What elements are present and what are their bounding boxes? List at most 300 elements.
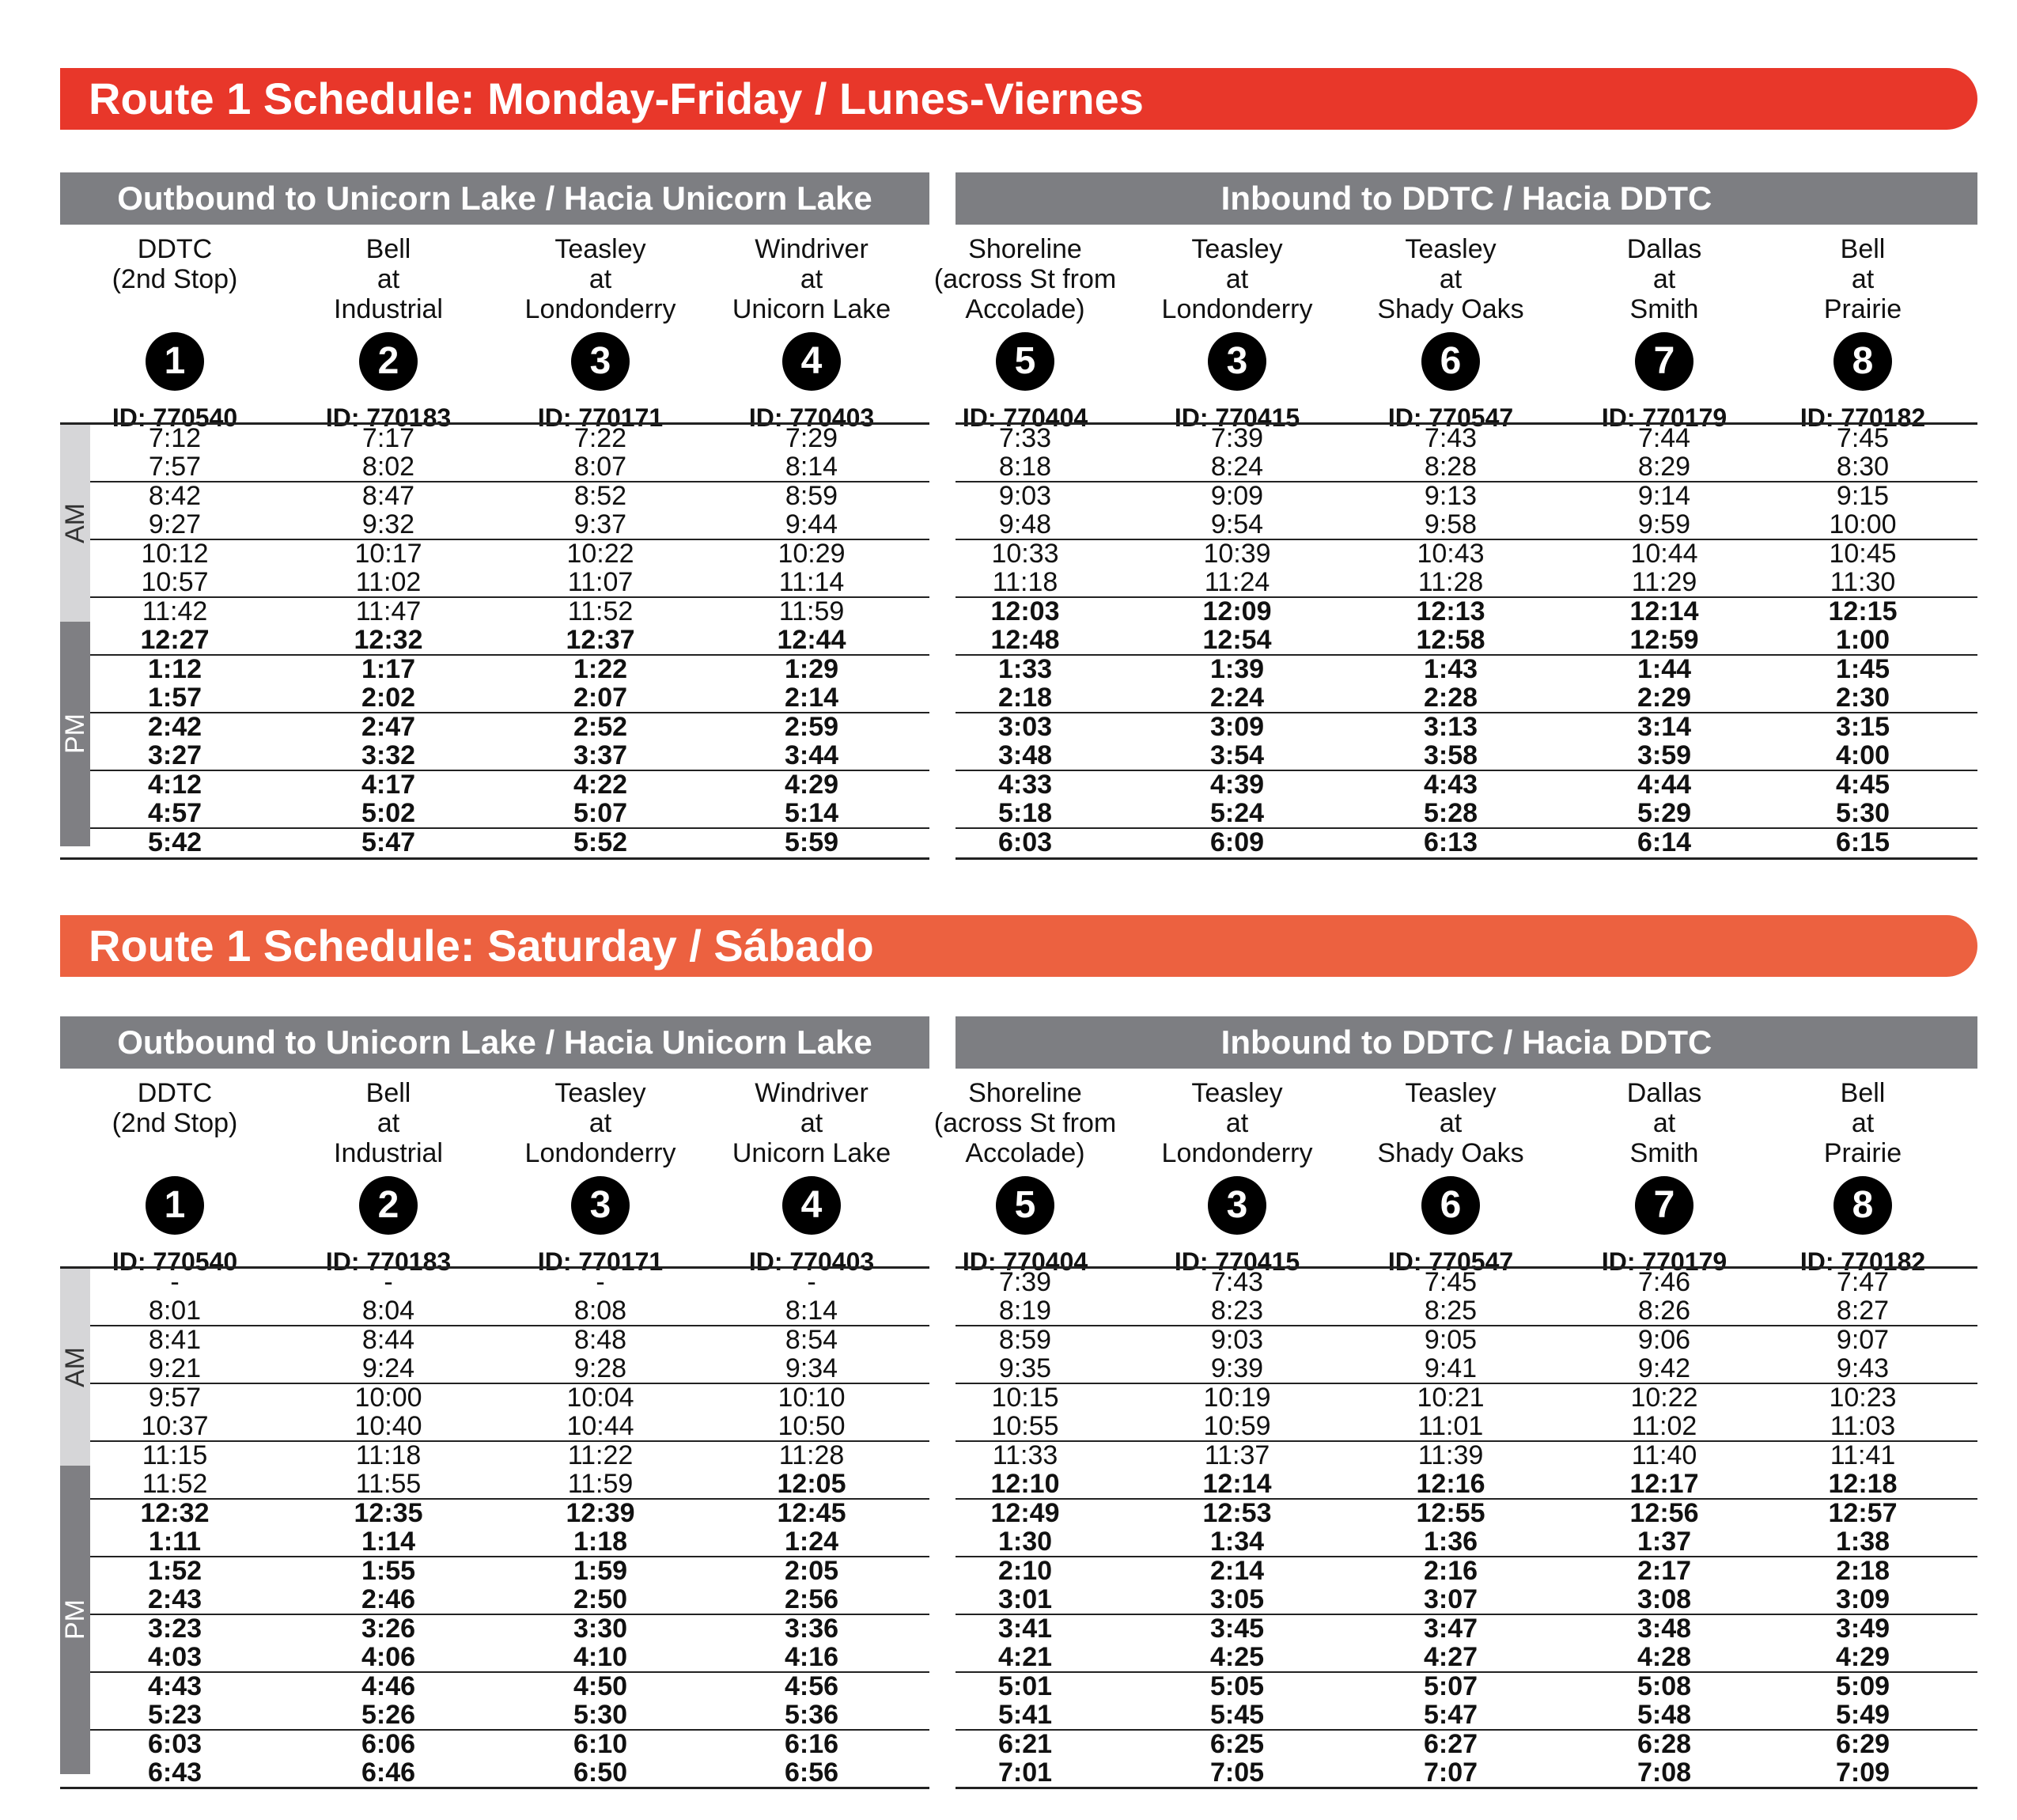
time-cell: 12:14 — [1202, 1468, 1272, 1499]
stop-number-badge: 6 — [1421, 332, 1480, 391]
stop-column — [72, 225, 278, 432]
outbound-header-text: Outbound to Unicorn Lake / Hacia Unicorn Lake — [117, 1024, 872, 1061]
table-row — [60, 1355, 929, 1385]
time-cell: 12:59 — [1629, 624, 1699, 655]
time-cell: 5:07 — [1423, 1671, 1478, 1701]
time-cell: 9:03 — [1210, 1325, 1264, 1355]
time-cell: 11:15 — [142, 1440, 208, 1470]
time-cell: 7:43 — [1424, 423, 1478, 453]
time-cell: 9:37 — [573, 509, 627, 539]
time-cell: 12:39 — [566, 1498, 635, 1528]
time-cell: 1:37 — [1637, 1526, 1692, 1557]
time-cell: 12:54 — [1202, 624, 1272, 655]
stop-number-badge: 6 — [1421, 1176, 1480, 1235]
inbound-header-text: Inbound to DDTC / Hacia DDTC — [1220, 1024, 1712, 1061]
time-cell: 9:07 — [1836, 1325, 1890, 1355]
time-cell: 12:03 — [990, 596, 1060, 626]
time-cell: 8:02 — [361, 451, 415, 482]
time-cell: 12:32 — [140, 1498, 210, 1528]
time-cell: 4:29 — [1835, 1641, 1890, 1672]
time-cell: 10:50 — [778, 1410, 846, 1441]
time-cell: 7:47 — [1836, 1267, 1890, 1297]
time-cell: 1:38 — [1835, 1526, 1890, 1557]
table-row — [60, 1759, 929, 1788]
time-cell: 10:55 — [991, 1410, 1059, 1441]
stop-number-badge: 3 — [1208, 332, 1266, 391]
time-cell: 12:57 — [1828, 1498, 1898, 1528]
time-cell: 7:07 — [1423, 1757, 1478, 1788]
time-cell: 11:22 — [567, 1440, 634, 1470]
outbound-time-rows — [60, 1266, 929, 1789]
stop-column — [286, 225, 491, 432]
time-cell: 10:00 — [354, 1383, 422, 1413]
time-cell: 10:45 — [1829, 539, 1897, 569]
stop-name — [1134, 225, 1340, 324]
table-row — [956, 1557, 1977, 1586]
table-row — [956, 1269, 1977, 1297]
time-cell: 9:39 — [1210, 1353, 1264, 1383]
time-cell: 4:06 — [361, 1641, 416, 1672]
stop-column — [922, 1069, 1128, 1276]
time-cell: 10:33 — [991, 539, 1059, 569]
table-row — [60, 482, 929, 511]
stop-name-line: at — [1851, 1108, 1875, 1138]
time-cell: 12:10 — [990, 1468, 1060, 1499]
time-cell: 12:14 — [1629, 596, 1699, 626]
stop-name-line: at — [1851, 264, 1875, 294]
time-cell: 1:34 — [1209, 1526, 1265, 1557]
time-cell: 4:22 — [573, 770, 628, 800]
time-cell: 8:44 — [361, 1325, 415, 1355]
time-cell: 3:44 — [784, 740, 839, 770]
time-cell: 11:14 — [778, 566, 845, 597]
time-cell: 5:30 — [1835, 797, 1890, 828]
time-cell: 4:45 — [1835, 770, 1890, 800]
table-row — [956, 598, 1977, 626]
stop-name-line: Teasley — [554, 234, 646, 264]
stop-column — [1134, 1069, 1340, 1276]
time-cell: 6:06 — [361, 1729, 416, 1759]
stop-name-line: at — [1439, 264, 1463, 294]
table-row — [956, 1442, 1977, 1470]
stop-name-line: Teasley — [1191, 234, 1283, 264]
time-cell: 8:59 — [785, 481, 838, 511]
table-row — [956, 482, 1977, 511]
time-cell: 11:18 — [992, 566, 1058, 597]
time-cell: 3:49 — [1835, 1614, 1890, 1644]
time-cell: 1:57 — [147, 682, 202, 713]
time-cell: 3:41 — [997, 1614, 1053, 1644]
time-cell: 10:04 — [566, 1383, 634, 1413]
table-row — [60, 511, 929, 541]
time-cell: 2:05 — [784, 1556, 839, 1586]
time-cell: 4:33 — [997, 770, 1053, 800]
table-row — [60, 1615, 929, 1644]
time-cell: 1:17 — [361, 654, 416, 684]
time-cell: 11:28 — [778, 1440, 845, 1470]
stop-name-line: Shoreline — [968, 234, 1082, 264]
stop-name-line: at — [1225, 1108, 1249, 1138]
time-cell: 2:14 — [1209, 1556, 1265, 1586]
stop-name-line: Teasley — [1405, 234, 1497, 264]
time-cell: 4:16 — [784, 1641, 839, 1672]
time-cell: 12:15 — [1828, 596, 1898, 626]
time-cell: 12:35 — [354, 1498, 423, 1528]
inbound-header-text: Inbound to DDTC / Hacia DDTC — [1220, 180, 1712, 217]
time-cell: 8:23 — [1210, 1295, 1264, 1326]
time-cell: 1:43 — [1423, 654, 1478, 684]
stop-id: ID: 770183 — [325, 403, 452, 432]
time-cell: 2:59 — [784, 712, 839, 742]
time-cell: 5:26 — [361, 1699, 416, 1730]
time-cell: 2:56 — [784, 1584, 839, 1614]
time-cell: 11:52 — [142, 1468, 208, 1499]
stop-name-line: (across St from — [933, 264, 1117, 294]
table-row — [60, 829, 929, 857]
time-cell: 11:47 — [355, 596, 422, 626]
stop-name-line: Prairie — [1823, 1138, 1902, 1168]
time-cell: 1:36 — [1423, 1526, 1478, 1557]
stop-name-line: Shady Oaks — [1377, 1138, 1524, 1168]
time-cell: 12:09 — [1202, 596, 1272, 626]
stop-name-line: at — [1652, 264, 1676, 294]
time-cell: 5:49 — [1835, 1699, 1890, 1730]
table-row — [956, 713, 1977, 742]
time-cell: 2:50 — [573, 1584, 628, 1614]
table-row — [60, 1641, 929, 1674]
time-cell: 9:58 — [1424, 509, 1478, 539]
time-cell: 11:37 — [1204, 1440, 1270, 1470]
time-cell: 10:29 — [778, 539, 846, 569]
table-row — [956, 566, 1977, 599]
time-cell: 4:29 — [784, 770, 839, 800]
stop-column — [72, 1069, 278, 1276]
time-cell: 9:24 — [361, 1353, 415, 1383]
time-cell: 10:10 — [778, 1383, 846, 1413]
time-cell: 7:45 — [1424, 1267, 1478, 1297]
time-cell: 8:52 — [573, 481, 627, 511]
time-cell: 3:01 — [997, 1584, 1053, 1614]
time-cell: 5:47 — [361, 827, 416, 857]
time-cell: 4:43 — [147, 1671, 202, 1701]
time-cell: 10:22 — [1630, 1383, 1698, 1413]
time-cell: 3:07 — [1423, 1584, 1478, 1614]
time-cell: 6:03 — [997, 827, 1053, 857]
outbound-header — [60, 172, 929, 225]
table-row — [956, 1759, 1977, 1788]
table-row — [956, 1528, 1977, 1558]
table-row — [60, 713, 929, 742]
time-cell: - — [170, 1267, 180, 1297]
stop-number-badge: 3 — [571, 332, 630, 391]
table-row — [956, 1731, 1977, 1759]
time-cell: 6:27 — [1423, 1729, 1478, 1759]
stop-number-badge: 7 — [1635, 332, 1693, 391]
time-cell: 5:29 — [1637, 797, 1692, 828]
time-cell: 2:16 — [1423, 1556, 1478, 1586]
time-cell: 2:17 — [1637, 1556, 1692, 1586]
stop-id: ID: 770403 — [748, 403, 875, 432]
time-cell: 4:17 — [361, 770, 416, 800]
stop-name-line: Londonderry — [524, 1138, 676, 1168]
time-cell: 9:14 — [1637, 481, 1691, 511]
table-row — [956, 684, 1977, 714]
stop-number-badge: 3 — [571, 1176, 630, 1235]
stop-id: ID: 770179 — [1601, 403, 1728, 432]
time-cell: 4:27 — [1423, 1641, 1478, 1672]
time-cell: 4:39 — [1209, 770, 1265, 800]
table-row — [956, 829, 1977, 857]
table-row — [60, 1500, 929, 1528]
time-cell: 10:12 — [141, 539, 209, 569]
time-cell: 10:59 — [1203, 1410, 1271, 1441]
time-cell: 2:29 — [1637, 682, 1692, 713]
table-row — [60, 566, 929, 599]
stop-number-badge: 1 — [146, 1176, 204, 1235]
time-cell: 6:56 — [784, 1757, 839, 1788]
time-cell: 10:00 — [1829, 509, 1897, 539]
time-cell: 7:57 — [148, 451, 202, 482]
stop-name-line: Unicorn Lake — [732, 1138, 891, 1168]
stop-column — [498, 1069, 703, 1276]
time-cell: 4:56 — [784, 1671, 839, 1701]
time-cell: 10:40 — [354, 1410, 422, 1441]
time-cell: 8:14 — [785, 451, 838, 482]
time-cell: 7:43 — [1210, 1267, 1264, 1297]
inbound-stops — [933, 225, 1977, 432]
table-row — [60, 1557, 929, 1586]
stop-name-line: Accolade) — [965, 294, 1085, 324]
time-cell: 12:44 — [777, 624, 846, 655]
time-cell: 5:07 — [573, 797, 628, 828]
table-row — [60, 1297, 929, 1327]
time-cell: 12:37 — [566, 624, 635, 655]
time-cell: 2:30 — [1835, 682, 1890, 713]
stop-column — [1760, 1069, 1966, 1276]
time-cell: 1:39 — [1209, 654, 1265, 684]
pm-band — [60, 1466, 90, 1775]
time-cell: 1:18 — [573, 1526, 628, 1557]
inbound-time-rows — [956, 422, 1977, 860]
time-cell: 10:57 — [141, 566, 209, 597]
stop-name-line: Bell — [1840, 234, 1886, 264]
time-cell: 1:11 — [148, 1526, 202, 1557]
stop-name-line: Prairie — [1823, 294, 1902, 324]
stop-name-line: Dallas — [1626, 1078, 1702, 1108]
stop-name-line: DDTC — [137, 1078, 213, 1108]
time-cell: 9:09 — [1210, 481, 1264, 511]
time-cell: 4:28 — [1637, 1641, 1692, 1672]
table-row — [956, 453, 1977, 483]
stop-id: ID: 770540 — [112, 403, 238, 432]
time-cell: 4:57 — [147, 797, 202, 828]
time-cell: 7:33 — [998, 423, 1052, 453]
time-cell: - — [807, 1267, 816, 1297]
stop-name-line: Dallas — [1626, 234, 1702, 264]
time-cell: 4:10 — [573, 1641, 628, 1672]
time-cell: 1:59 — [573, 1556, 628, 1586]
time-cell: 5:41 — [997, 1699, 1053, 1730]
time-cell: 3:58 — [1423, 740, 1478, 770]
time-cell: 7:09 — [1835, 1757, 1890, 1788]
time-cell: 1:52 — [147, 1556, 202, 1586]
time-cell: 7:45 — [1836, 423, 1890, 453]
stop-name-line: (across St from — [933, 1108, 1117, 1138]
time-cell: 9:44 — [785, 509, 838, 539]
table-row — [60, 1384, 929, 1413]
stop-name-line: Smith — [1629, 294, 1699, 324]
table-row — [60, 453, 929, 483]
table-row — [956, 540, 1977, 569]
stop-name — [922, 225, 1128, 324]
stop-name-line: at — [1439, 1108, 1463, 1138]
time-cell: 1:24 — [784, 1526, 839, 1557]
stop-name-line: at — [588, 1108, 612, 1138]
stop-id: ID: 770547 — [1387, 403, 1514, 432]
time-cell: 3:26 — [361, 1614, 416, 1644]
time-cell: 3:05 — [1209, 1584, 1265, 1614]
time-cell: 12:17 — [1629, 1468, 1699, 1499]
table-row — [956, 511, 1977, 541]
stop-name-line: Bell — [1840, 1078, 1886, 1108]
time-cell: 5:30 — [573, 1699, 628, 1730]
stop-name-line: at — [1652, 1108, 1676, 1138]
table-row — [60, 425, 929, 453]
time-cell: 8:19 — [998, 1295, 1052, 1326]
time-cell: 8:30 — [1836, 451, 1890, 482]
stop-number-badge: 1 — [146, 332, 204, 391]
time-cell: 6:13 — [1423, 827, 1478, 857]
time-cell: 11:24 — [1204, 566, 1270, 597]
stop-number-badge: 5 — [996, 1176, 1054, 1235]
time-cell: 5:18 — [997, 797, 1053, 828]
table-row — [956, 1500, 1977, 1528]
stop-name — [498, 225, 703, 324]
stop-id: ID: 770547 — [1387, 1247, 1514, 1276]
stop-name — [498, 1069, 703, 1168]
stop-column — [1760, 225, 1966, 432]
time-cell: 4:21 — [997, 1641, 1053, 1672]
time-cell: 11:41 — [1830, 1440, 1896, 1470]
table-row — [60, 1731, 929, 1759]
stop-id: ID: 770171 — [537, 1247, 664, 1276]
time-cell: 9:57 — [148, 1383, 202, 1413]
time-cell: 2:28 — [1423, 682, 1478, 713]
time-cell: 4:44 — [1637, 770, 1692, 800]
inbound-time-rows — [956, 1266, 1977, 1789]
stop-number-badge: 3 — [1208, 1176, 1266, 1235]
table-row — [956, 1641, 1977, 1674]
time-cell: 2:46 — [361, 1584, 416, 1614]
table-row — [60, 797, 929, 830]
table-row — [956, 1297, 1977, 1327]
time-cell: 9:41 — [1424, 1353, 1478, 1383]
table-row — [956, 1326, 1977, 1355]
time-cell: 12:55 — [1416, 1498, 1485, 1528]
time-cell: 7:05 — [1209, 1757, 1265, 1788]
stop-name-line: Bell — [365, 234, 411, 264]
time-cell: 10:23 — [1829, 1383, 1897, 1413]
time-cell: 5:47 — [1423, 1699, 1478, 1730]
time-cell: 5:52 — [573, 827, 628, 857]
time-cell: 8:01 — [148, 1295, 202, 1326]
time-cell: 10:15 — [991, 1383, 1059, 1413]
time-cell: 11:18 — [355, 1440, 422, 1470]
stop-name — [72, 1069, 278, 1168]
time-cell: 7:44 — [1637, 423, 1691, 453]
stop-name — [286, 1069, 491, 1168]
table-row — [60, 742, 929, 772]
time-cell: 8:27 — [1836, 1295, 1890, 1326]
stop-name-line: Bell — [365, 1078, 411, 1108]
stop-column — [1561, 1069, 1767, 1276]
inbound-header — [956, 1016, 1977, 1069]
time-cell: 4:46 — [361, 1671, 416, 1701]
time-cell: 6:50 — [573, 1757, 628, 1788]
time-cell: 5:28 — [1423, 797, 1478, 828]
table-row — [60, 1470, 929, 1500]
stop-id: ID: 770182 — [1799, 403, 1926, 432]
stop-name-line: Teasley — [554, 1078, 646, 1108]
stop-name-line: Shoreline — [968, 1078, 1082, 1108]
time-cell: 3:37 — [573, 740, 628, 770]
time-cell: 11:59 — [778, 596, 845, 626]
stop-id: ID: 770182 — [1799, 1247, 1926, 1276]
table-row — [956, 1384, 1977, 1413]
time-cell: 5:23 — [147, 1699, 202, 1730]
time-cell: 10:43 — [1417, 539, 1485, 569]
time-cell: 8:24 — [1210, 451, 1264, 482]
time-cell: 9:59 — [1637, 509, 1691, 539]
am-label: AM — [59, 1346, 90, 1387]
time-cell: 8:41 — [148, 1325, 202, 1355]
time-cell: 6:29 — [1835, 1729, 1890, 1759]
am-label: AM — [59, 502, 90, 543]
time-cell: 2:10 — [997, 1556, 1053, 1586]
time-cell: 7:29 — [785, 423, 838, 453]
table-row — [60, 1442, 929, 1470]
time-cell: 2:02 — [361, 682, 416, 713]
stop-name-line: at — [1225, 264, 1249, 294]
stop-name-line: at — [800, 1108, 823, 1138]
stop-column — [709, 225, 914, 432]
stop-id: ID: 770404 — [962, 1247, 1088, 1276]
stop-id: ID: 770171 — [537, 403, 664, 432]
time-cell: 10:17 — [354, 539, 422, 569]
time-cell: 2:43 — [147, 1584, 202, 1614]
stop-name-line: DDTC — [137, 234, 213, 264]
time-cell: 6:25 — [1209, 1729, 1265, 1759]
time-cell: 1:29 — [784, 654, 839, 684]
pm-label: PM — [59, 1599, 90, 1640]
table-row — [60, 626, 929, 656]
time-cell: 1:55 — [361, 1556, 416, 1586]
stop-name-line: at — [800, 264, 823, 294]
time-cell: 10:39 — [1203, 539, 1271, 569]
time-cell: 5:24 — [1209, 797, 1265, 828]
time-cell: 9:27 — [148, 509, 202, 539]
time-cell: 11:55 — [355, 1468, 422, 1499]
time-cell: 5:42 — [147, 827, 202, 857]
table-row — [60, 771, 929, 800]
time-cell: 7:22 — [573, 423, 627, 453]
time-cell: 11:02 — [1631, 1410, 1697, 1441]
stop-id: ID: 770403 — [748, 1247, 875, 1276]
stop-name — [922, 1069, 1128, 1168]
stop-name-line: Windriver — [755, 1078, 868, 1108]
time-cell: 2:42 — [147, 712, 202, 742]
time-cell: 8:26 — [1637, 1295, 1691, 1326]
